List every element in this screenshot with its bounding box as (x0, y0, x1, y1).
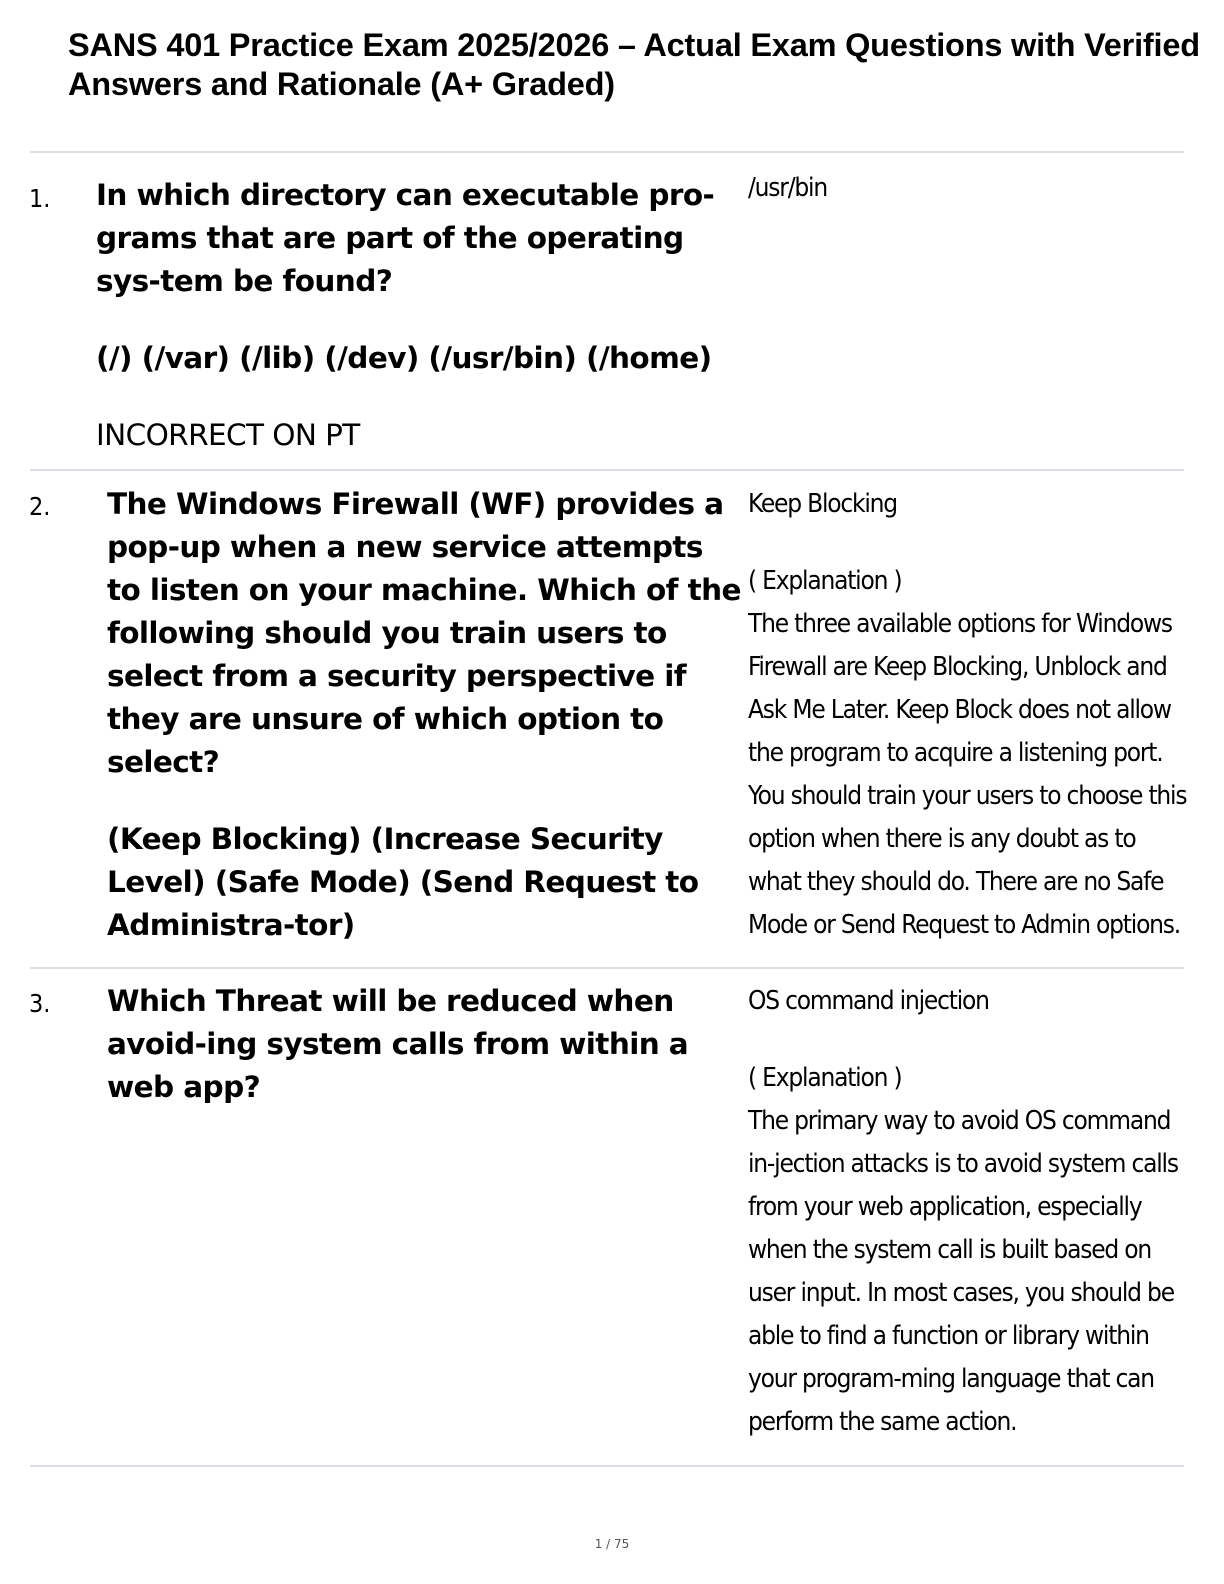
question-options: (/) (/var) (/lib) (/dev) (/usr/bin) (/home) (96, 341, 712, 375)
divider (30, 967, 1184, 969)
explanation-label: ( Explanation ) (748, 566, 902, 596)
answer-block (748, 167, 1188, 210)
answer-block (748, 980, 1188, 1444)
divider (30, 151, 1184, 153)
question-text: In which directory can executable pro-grams that are part of the operating sys-tem be found? (96, 178, 715, 298)
divider (30, 469, 1184, 471)
explanation-text: The primary way to avoid OS command in-jection attacks is to avoid system calls from your web application, especially when the system call is built based on user input. In most cases, you should be able to find a function or library within your program-ming language that can perform the same action. (748, 1106, 1178, 1437)
question-options: (Keep Blocking) (Increase Security Level) (Safe Mode) (Send Request to Administra-tor) (107, 822, 699, 942)
document-title: SANS 401 Practice Exam 2025/2026 – Actual Exam Questions with Verified Answers and Rationale (A+ Graded) (68, 27, 1200, 102)
question-number: 2. (29, 492, 51, 521)
divider (30, 1465, 1184, 1467)
explanation-label: ( Explanation ) (748, 1063, 902, 1093)
question-text: The Windows Firewall (WF) provides a pop-up when a new service attempts to listen on your machine. Which of the following should you train users to select from a security perspective if they are unsure of which option to select? (107, 487, 741, 779)
answer-text: OS command injection (748, 986, 989, 1016)
answer-text: /usr/bin (748, 173, 827, 203)
question-block (96, 174, 736, 457)
question-text: Which Threat will be reduced when avoid-ing system calls from within a web app? (107, 984, 689, 1104)
question-number: 3. (29, 989, 51, 1018)
answer-block (748, 483, 1188, 947)
question-note: INCORRECT ON PT (96, 418, 360, 452)
answer-text: Keep Blocking (748, 489, 897, 519)
explanation-text: The three available options for Windows Firewall are Keep Blocking, Unblock and Ask Me Later. Keep Block does not allow the program to acquire a listening port. You should train your users to choose this option when there is any doubt as to what they should do. There are no Safe Mode or Send Request to Admin options. (748, 609, 1187, 940)
question-block (107, 483, 743, 947)
question-block (107, 980, 739, 1109)
page-number: 1 / 75 (594, 1537, 630, 1551)
question-number: 1. (29, 184, 51, 213)
